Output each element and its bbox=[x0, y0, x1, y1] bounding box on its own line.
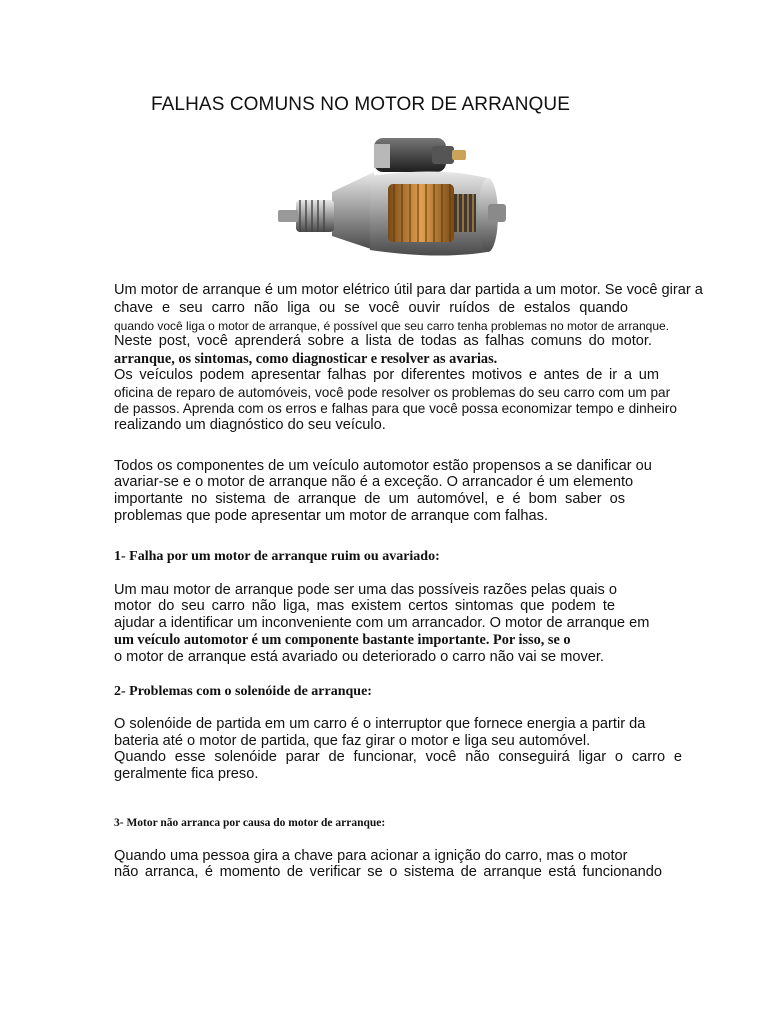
starter-motor-illustration bbox=[262, 132, 512, 264]
text-line: arranque, os sintomas, como diagnosticar e resolver as avarias. bbox=[114, 351, 498, 367]
document-title: FALHAS COMUNS NO MOTOR DE ARRANQUE bbox=[151, 94, 570, 115]
text-line: O solenóide de partida em um carro é o interruptor que fornece energia a partir da bbox=[114, 716, 646, 732]
text-line: chave e seu carro não liga ou se você ouvir ruídos de estalos quando bbox=[114, 300, 628, 316]
text-line: Os veículos podem apresentar falhas por diferentes motivos e antes de ir a um bbox=[114, 367, 659, 383]
section-heading-1: 1- Falha por um motor de arranque ruim ou avariado: bbox=[114, 549, 440, 564]
text-line: bateria até o motor de partida, que faz girar o motor e liga seu automóvel. bbox=[114, 733, 591, 749]
text-line: Um motor de arranque é um motor elétrico útil para dar partida a um motor. Se você girar a bbox=[114, 282, 703, 298]
text-line: o motor de arranque está avariado ou deteriorado o carro não vai se mover. bbox=[114, 649, 604, 665]
text-line: ajudar a identificar um inconveniente com um arrancador. O motor de arranque em bbox=[114, 615, 650, 631]
text-line: Todos os componentes de um veículo automotor estão propensos a se danificar ou bbox=[114, 458, 652, 474]
text-line: motor do seu carro não liga, mas existem certos sintomas que podem te bbox=[114, 598, 615, 614]
section-heading-3: 3- Motor não arranca por causa do motor de arranque: bbox=[114, 817, 386, 829]
text-line: de passos. Aprenda com os erros e falhas para que você possa economizar tempo e dinheiro bbox=[114, 401, 677, 416]
text-line: realizando um diagnóstico do seu veículo. bbox=[114, 417, 386, 433]
text-line: Quando esse solenóide parar de funcionar, você não conseguirá ligar o carro e bbox=[114, 749, 682, 765]
text-line: avariar-se e o motor de arranque não é a exceção. O arrancador é um elemento bbox=[114, 474, 634, 490]
text-line: um veículo automotor é um componente bastante importante. Por isso, se o bbox=[114, 632, 571, 648]
text-line: Neste post, você aprenderá sobre a lista de todas as falhas comuns do motor. bbox=[114, 333, 652, 349]
text-line: não arranca, é momento de verificar se o sistema de arranque está funcionando bbox=[114, 864, 662, 880]
text-line: geralmente fica preso. bbox=[114, 766, 259, 782]
text-line: quando você liga o motor de arranque, é possível que seu carro tenha problemas no motor de arranque. bbox=[114, 319, 670, 333]
text-line: Um mau motor de arranque pode ser uma das possíveis razões pelas quais o bbox=[114, 582, 617, 598]
text-line: Quando uma pessoa gira a chave para acionar a ignição do carro, mas o motor bbox=[114, 848, 628, 864]
text-line: problemas que pode apresentar um motor de arranque com falhas. bbox=[114, 508, 549, 524]
text-line: importante no sistema de arranque de um automóvel, e é bom saber os bbox=[114, 491, 625, 507]
section-heading-2: 2- Problemas com o solenóide de arranque: bbox=[114, 684, 372, 699]
text-line: oficina de reparo de automóveis, você pode resolver os problemas do seu carro com um par bbox=[114, 385, 671, 400]
